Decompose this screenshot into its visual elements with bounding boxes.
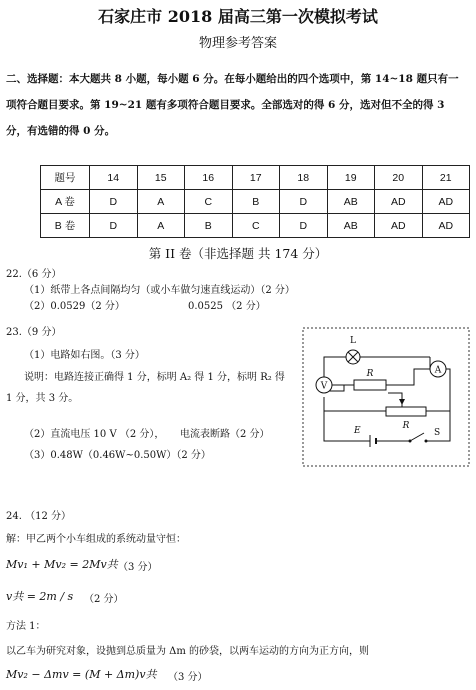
q24-eq1: Mv₁ + Mv₂ = 2Mv共 — [6, 558, 118, 571]
table-cell: 19 — [327, 166, 375, 190]
table-cell: AD — [422, 190, 470, 214]
table-row — [41, 166, 470, 190]
q22-line2b: 0.0525 （2 分） — [188, 301, 266, 312]
q24-method: 方法 1： — [6, 621, 46, 632]
q22-line1: （1）纸带上各点间隔均匀（或小车做匀速直线运动）（2 分） — [24, 285, 295, 296]
table-cell: A — [137, 214, 185, 238]
q23-line5: （3）0.48W（0.46W~0.50W）（2 分） — [24, 450, 211, 461]
q23-line2: 说明：电路连接正确得 1 分，标明 A₂ 得 1 分，标明 R₂ 得 — [24, 372, 285, 383]
q24-eq2: v共 = 2m / s — [6, 590, 74, 603]
table-cell: D — [90, 190, 138, 214]
q22-line2a: （2）0.0529（2 分） — [24, 301, 125, 312]
q24-eq3-score: （3 分） — [168, 672, 208, 683]
resistor-symbol — [354, 369, 386, 390]
battery-label: E — [354, 426, 361, 436]
table-cell: AD — [375, 214, 423, 238]
table-cell: AB — [327, 190, 375, 214]
table-cell: 14 — [90, 166, 138, 190]
q23-line3: 1 分，共 3 分。 — [6, 393, 79, 404]
voltmeter-label: V — [320, 381, 328, 392]
table-cell: 17 — [232, 166, 280, 190]
q22-head: 22.（6 分） — [6, 269, 62, 280]
page-subtitle: 物理参考答案 — [198, 36, 277, 51]
circuit-diagram — [302, 327, 470, 467]
table-cell: C — [185, 190, 233, 214]
table-cell: A 卷 — [41, 190, 90, 214]
table-cell: D — [280, 214, 328, 238]
ammeter-label: A — [434, 365, 442, 376]
lamp-symbol — [346, 336, 360, 364]
ammeter-symbol — [430, 361, 446, 377]
page-title: 石家庄市 2018 届高三第一次模拟考试 — [98, 7, 378, 26]
q24-eq2-score: （2 分） — [84, 594, 124, 605]
table-cell: AD — [422, 214, 470, 238]
q23-head: 23.（9 分） — [6, 327, 62, 338]
lamp-label: L — [350, 336, 356, 346]
q24-eq1-score: （3 分） — [118, 562, 158, 573]
q24-eq3: Mv₂ − Δmv = (M + Δm)v共 — [6, 668, 157, 681]
q24-head: 24. （12 分） — [6, 511, 71, 522]
table-cell: AB — [327, 214, 375, 238]
resistor-label: R — [366, 369, 374, 379]
table-row — [41, 214, 470, 238]
table-cell: C — [232, 214, 280, 238]
table-cell: 20 — [375, 166, 423, 190]
table-cell: 21 — [422, 166, 470, 190]
table-row — [41, 190, 470, 214]
section1-instructions: 二、选择题：本大题共 8 小题，每小题 6 分。在每小题给出的四个选项中，第 14~18 题只有一项符合题目要求。第 19~21 题有多项符合题目要求。全部选对的得 6 分，选对但不全的得 3 分，有选错的得 0 分。 — [6, 73, 459, 137]
voltmeter-symbol — [316, 377, 332, 393]
table-cell: D — [90, 214, 138, 238]
table-cell: D — [280, 190, 328, 214]
table-cell: B — [185, 214, 233, 238]
answer-table — [40, 165, 470, 238]
q23-line4b: 电流表断路（2 分） — [180, 429, 270, 440]
rheostat-symbol — [386, 399, 426, 431]
battery-symbol — [353, 426, 382, 447]
switch-label: S — [434, 428, 441, 438]
table-cell: 题号 — [41, 166, 90, 190]
q24-line1: 解：甲乙两个小车组成的系统动量守恒： — [6, 534, 186, 545]
table-cell: AD — [375, 190, 423, 214]
part2-title: 第 II 卷（非选择题 共 174 分） — [148, 246, 328, 261]
table-cell: 16 — [185, 166, 233, 190]
q24-line2: 以乙车为研究对象，设抛到总质量为 Δm 的砂袋，以两车运动的方向为正方向，则 — [6, 646, 370, 657]
table-cell: B — [232, 190, 280, 214]
table-cell: 15 — [137, 166, 185, 190]
table-cell: 18 — [280, 166, 328, 190]
table-cell: A — [137, 190, 185, 214]
switch-symbol — [409, 428, 441, 443]
q23-line4a: （2）直流电压 10 V （2 分）， — [24, 429, 165, 440]
table-cell: B 卷 — [41, 214, 90, 238]
rheostat-label: R — [402, 421, 410, 431]
q23-line1: （1）电路如右图。（3 分） — [24, 350, 145, 361]
diagram-frame — [303, 328, 469, 466]
